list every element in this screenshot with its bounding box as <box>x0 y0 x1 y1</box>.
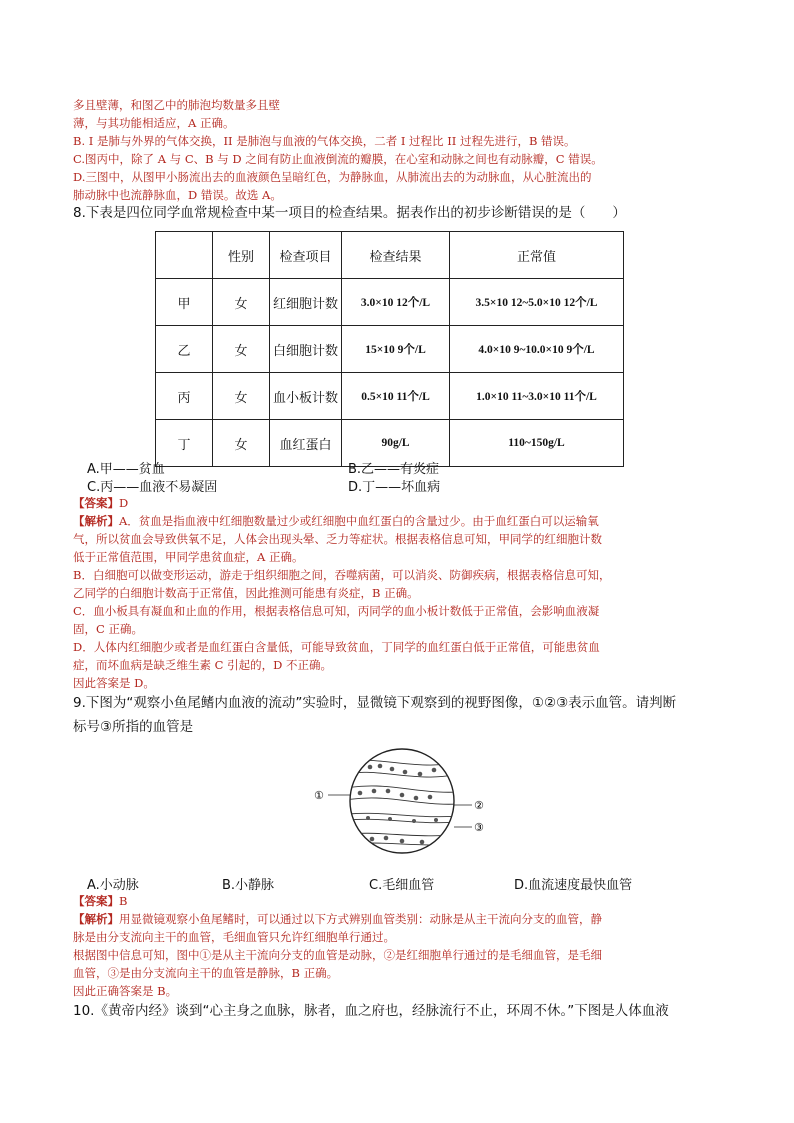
q8-expl-line: 症，而坏血病是缺乏维生素 C 引起的，D 不正确。 <box>73 658 332 672</box>
table-row <box>156 326 624 373</box>
header-cell <box>156 232 213 279</box>
q8-option-b: B.乙——有炎症 <box>348 462 440 477</box>
q8-expl-line: B．白细胞可以做变形运动，游走于组织细胞之间，吞噬病菌，可以消炎、防御疾病，根据表格信息可知， <box>73 568 611 582</box>
student-cell: 甲 <box>156 279 213 326</box>
q9-option-d: D.血流速度最快血管 <box>514 878 633 893</box>
q9-stem: 9.下图为“观察小鱼尾鳍内血液的流动”实验时，显微镜下观察到的视野图像，①②③表示血管。请判断 <box>73 695 677 711</box>
table-header-row <box>156 232 624 279</box>
explanation-text: 用显微镜观察小鱼尾鳍时，可以通过以下方式辨别血管类别：动脉是从主干流向分支的血管，静 <box>119 912 602 926</box>
result-cell: 15×10 9个/L <box>342 326 450 373</box>
prev-expl-line: D.三图中，从图甲小肠流出去的血液颜色呈暗红色，为静脉血，从肺流出去的为动脉血，从心脏流出的 <box>73 170 592 184</box>
header-cell: 检查项目 <box>270 232 342 279</box>
student-cell: 丙 <box>156 373 213 420</box>
prev-expl-line: B. I 是肺与外界的气体交换，II 是肺泡与血液的气体交换，二者 I 过程比 II 过程先进行，B 错误。 <box>73 134 576 148</box>
q8-expl-line: 因此答案是 D。 <box>73 676 155 690</box>
q8-expl-line: D．人体内红细胞少或者是血红蛋白含量低，可能导致贫血，丁同学的血红蛋白低于正常值，可能患贫血 <box>73 640 600 654</box>
item-cell: 血红蛋白 <box>270 420 342 467</box>
q8-expl-line: 乙同学的白细胞计数高于正常值，因此推测可能患有炎症，B 正确。 <box>73 586 419 600</box>
q8-option-c: C.丙——血液不易凝固 <box>87 480 218 495</box>
gender-cell: 女 <box>213 279 270 326</box>
q8-expl-line <box>73 512 599 530</box>
prev-expl-line: 肺动脉中也流静脉血，D 错误。故选 A。 <box>73 188 282 202</box>
result-cell: 0.5×10 11个/L <box>342 373 450 420</box>
item-cell: 血小板计数 <box>270 373 342 420</box>
label-3: ③ <box>474 821 484 834</box>
q9-expl-line: 根据图中信息可知，图中①是从主干流向分支的血管是动脉，②是红细胞单行通过的是毛细血管，是毛细 <box>73 948 602 962</box>
fish-tail-microscope-figure <box>310 745 500 855</box>
q9-expl-line: 血管，③是由分支流向主干的血管是静脉，B 正确。 <box>73 966 339 980</box>
q9-option-a: A.小动脉 <box>87 878 139 893</box>
header-cell: 检查结果 <box>342 232 450 279</box>
label-2: ② <box>474 799 484 812</box>
item-cell: 红细胞计数 <box>270 279 342 326</box>
q8-expl-line: 固，C 正确。 <box>73 622 143 636</box>
normal-cell: 1.0×10 11~3.0×10 11个/L <box>450 373 624 420</box>
q8-expl-line: 低于正常值范围，甲同学患贫血症，A 正确。 <box>73 550 304 564</box>
normal-cell: 4.0×10 9~10.0×10 9个/L <box>450 326 624 373</box>
q9-answer <box>73 892 127 910</box>
q9-option-c: C.毛细血管 <box>369 878 435 893</box>
explanation-text: A．贫血是指血液中红细胞数量过少或红细胞中血红蛋白的含量过少。由于血红蛋白可以运输氧 <box>119 514 599 528</box>
table-row <box>156 373 624 420</box>
header-cell: 正常值 <box>450 232 624 279</box>
item-cell: 白细胞计数 <box>270 326 342 373</box>
gender-cell: 女 <box>213 373 270 420</box>
q9-expl-line: 脉是由分支流向主干的血管，毛细血管只允许红细胞单行通过。 <box>73 930 395 944</box>
q8-answer <box>73 494 128 512</box>
q9-expl-line <box>73 910 602 928</box>
header-cell: 性别 <box>213 232 270 279</box>
q9-stem: 标号③所指的血管是 <box>73 719 194 735</box>
prev-expl-line: 薄，与其功能相适应，A 正确。 <box>73 116 235 130</box>
label-1: ① <box>314 789 324 802</box>
answer-tag: 【答案】 <box>73 894 119 908</box>
q8-option-a: A.甲——贫血 <box>87 462 165 477</box>
explanation-tag: 【解析】 <box>73 912 119 926</box>
student-cell: 丁 <box>156 420 213 467</box>
gender-cell: 女 <box>213 420 270 467</box>
explanation-tag: 【解析】 <box>73 514 119 528</box>
prev-expl-line: 多且壁薄，和图乙中的肺泡均数量多且壁 <box>73 98 280 112</box>
q8-expl-line: 气，所以贫血会导致供氧不足，人体会出现头晕、乏力等症状。根据表格信息可知，甲同学的红细胞计数 <box>73 532 602 546</box>
gender-cell: 女 <box>213 326 270 373</box>
normal-cell: 3.5×10 12~5.0×10 12个/L <box>450 279 624 326</box>
q8-expl-line: C．血小板具有凝血和止血的作用，根据表格信息可知，丙同学的血小板计数低于正常值，会影响血液凝 <box>73 604 600 618</box>
q8-option-d: D.丁——坏血病 <box>348 480 441 495</box>
q9-expl-line: 因此正确答案是 B。 <box>73 984 178 998</box>
blood-test-table <box>155 231 624 467</box>
q9-option-b: B.小静脉 <box>222 878 275 893</box>
q10-stem: 10.《黄帝内经》谈到“心主身之血脉，脉者，血之府也，经脉流行不止，环周不休。”下图是人体血液 <box>73 1003 669 1019</box>
normal-cell: 110~150g/L <box>450 420 624 467</box>
result-cell: 3.0×10 12个/L <box>342 279 450 326</box>
answer-value: B <box>119 894 128 908</box>
answer-tag: 【答案】 <box>73 496 119 510</box>
q8-stem: 8.下表是四位同学血常规检查中某一项目的检查结果。据表作出的初步诊断错误的是（ ） <box>73 205 626 221</box>
prev-expl-line: C.图丙中，除了 A 与 C、B 与 D 之间有防止血液倒流的瓣膜，在心室和动脉之间也有动脉瓣，C 错误。 <box>73 152 603 166</box>
table-row <box>156 279 624 326</box>
result-cell: 90g/L <box>342 420 450 467</box>
answer-value: D <box>119 496 129 510</box>
student-cell: 乙 <box>156 326 213 373</box>
